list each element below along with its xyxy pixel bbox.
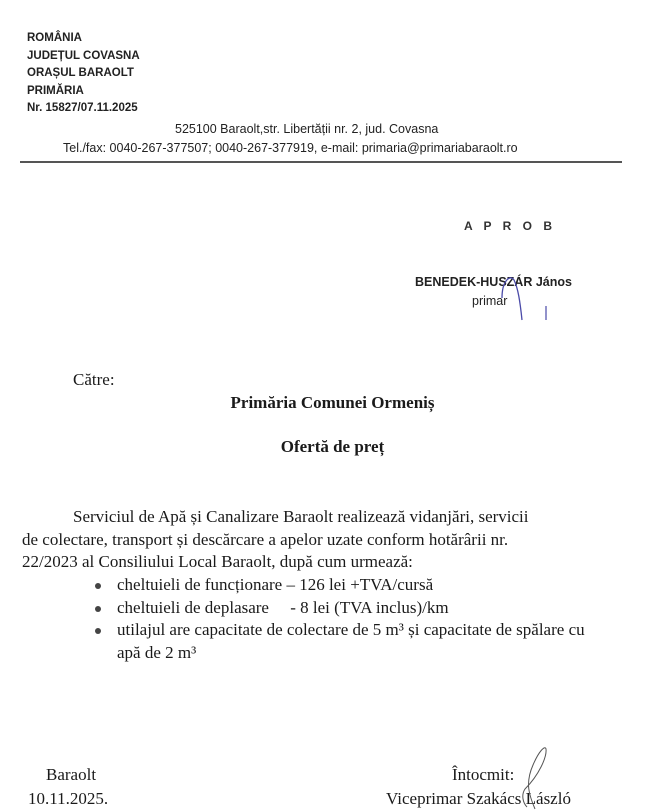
approver-given-name: János [535, 275, 572, 289]
body-line: de colectare, transport și descărcare a apelor uzate conform hotărârii nr. [22, 529, 509, 549]
body-line: 22/2023 al Consiliului Local Baraolt, după cum urmează: [22, 552, 413, 571]
prepared-by: Viceprimar Szakács László [386, 789, 571, 808]
letterhead [27, 30, 140, 118]
registration-number: Nr. 15827/07.11.2025 [27, 102, 138, 114]
header-divider [20, 161, 622, 163]
prepared-label: Întocmit: [452, 765, 515, 784]
author-signature [515, 745, 555, 811]
header-institution: PRIMĂRIA [27, 84, 84, 97]
contact-phone-email: Tel./fax: 0040-267-377507; 0040-267-377919, e-mail: primaria@primariabaraolt.ro [63, 141, 518, 155]
mayor-signature [500, 276, 560, 321]
price-list [92, 574, 632, 664]
header-country: ROMÂNIA [27, 32, 82, 44]
list-item [92, 619, 632, 664]
document-subject: Ofertă de preț [280, 437, 385, 456]
list-item-text: cheltuieli de deplasare - 8 lei (TVA inclus)/km [117, 597, 449, 617]
footer-place: Baraolt [46, 765, 97, 784]
list-item [92, 574, 632, 597]
list-item [92, 597, 632, 620]
footer-date: 10.11.2025. [28, 789, 109, 808]
bullet-icon [95, 628, 101, 634]
approver-surname: BENEDEK-HUSZÁR [415, 275, 533, 289]
contact-address: 525100 Baraolt,str. Libertății nr. 2, jud. Covasna [175, 122, 439, 136]
addressee-label: Către: [73, 370, 115, 389]
header-county: JUDEȚUL COVASNA [27, 49, 140, 62]
body-paragraph [22, 506, 622, 574]
bullet-icon [95, 606, 101, 612]
bullet-icon [95, 583, 101, 589]
recipient: Primăria Comunei Ormeniș [230, 393, 435, 412]
approval-label: A P R O B [464, 219, 557, 233]
body-line: Serviciul de Apă și Canalizare Baraolt realizează vidanjări, servicii [73, 507, 529, 526]
list-item-text: cheltuieli de funcționare – 126 lei +TVA/cursă [117, 575, 434, 594]
list-item-text: utilajul are capacitate de colectare de 5 m³ și capacitate de spălare cu apă de 2 m³ [117, 620, 585, 662]
approver-role: primar [472, 294, 508, 308]
header-city: ORAȘUL BARAOLT [27, 67, 134, 79]
